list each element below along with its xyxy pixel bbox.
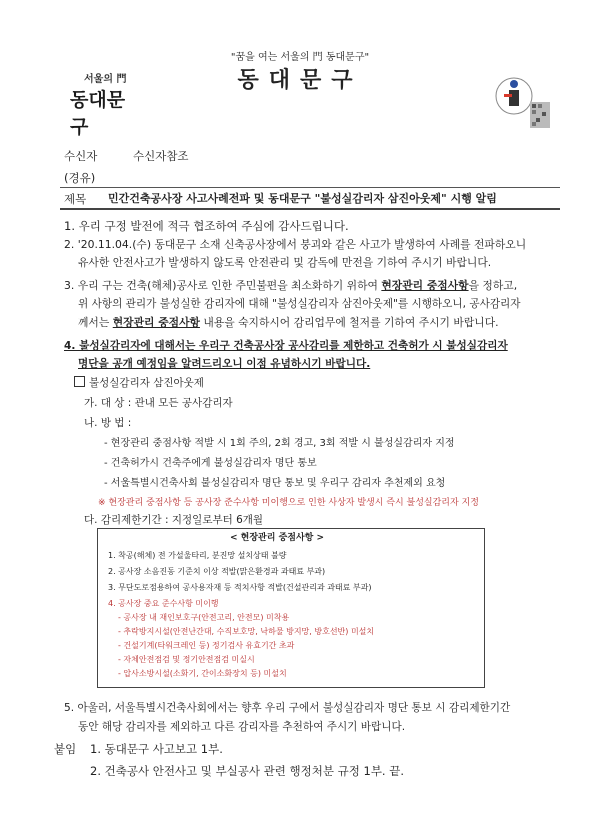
method-item-2: - 건축허가시 건축주에게 불성실감리자 명단 통보	[104, 458, 317, 469]
subject-label: 제목	[64, 192, 87, 206]
item-2-line-2: 유사한 안전사고가 발생하지 않도록 안전관리 및 감독에 만전을 기하여 주시기 바랍니다.	[78, 256, 492, 269]
item-5-line-1: 5. 아울러, 서울특별시건축사회에서는 향후 우리 구에서 불성실감리자 명단 통보 시 감리제한기간	[64, 702, 511, 714]
method-line: 나. 방 법 :	[84, 417, 132, 429]
organization-title: 동대문구	[237, 68, 363, 93]
sub-heading	[74, 376, 204, 391]
logo-large-text: 동대문구	[70, 89, 126, 138]
key-point-4: 4. 공사장 중요 준수사항 미이행	[108, 599, 219, 608]
attachment-label: 붙임	[54, 742, 77, 756]
item-3-line-2: 위 사항의 관리가 불성실한 감리자에 대해 "불성실감리자 삼진아웃제"를 시행하오니, 공사감리자	[78, 298, 521, 310]
sub-heading-text: 불성실감리자 삼진아웃제	[89, 377, 204, 389]
key-point-4e: - 압사소방시설(소화기, 간이소화장치 등) 미설치	[118, 669, 287, 678]
item-3-emphasis: 현장관리 중점사항	[381, 279, 469, 292]
item-3-emphasis: 현장관리 중점사항	[112, 316, 200, 329]
item-3-text-end: 을 정하고,	[468, 279, 518, 292]
key-point-4a: - 공사장 내 재인보호구(안전고리, 안전모) 미착용	[118, 613, 290, 622]
subject-top-rule	[60, 187, 560, 188]
subject-bottom-rule	[60, 208, 560, 210]
recipient-value: 수신자참조	[133, 149, 189, 163]
dongdaemun-logo	[70, 70, 140, 138]
method-item-1: - 현장관리 중점사항 적발 시 1회 주의, 2회 경고, 3회 적발 시 불성실감리자 지정	[104, 438, 455, 449]
warning-note: ※ 현장관리 중점사항 등 공사장 준수사항 미이행으로 인한 사상자 발생시 즉시 불성실감리자 지정	[98, 498, 479, 508]
item-4-line-1: 4. 불성실감리자에 대해서는 우리구 건축공사장 공사감리를 제한하고 건축허가 시 불성실감리자	[64, 340, 508, 352]
item-3-line-1	[64, 278, 517, 294]
key-points-title: < 현장관리 중점사항 >	[230, 533, 325, 543]
logo-small-text: 서울의 門	[84, 74, 127, 85]
attachment-2: 2. 건축공사 안전사고 및 부실공사 관련 행정처분 규정 1부. 끝.	[90, 764, 405, 778]
key-point-2: 2. 공사장 소음진동 기준치 이상 적발(맑은환경과 과태료 부과)	[108, 567, 326, 576]
item-3-text: 3. 우리 구는 건축(해체)공사로 인한 주민불편을 최소화하기 위하여	[64, 279, 382, 292]
key-point-1: 1. 착공(해체) 전 가설울타리, 분진망 설치상태 불량	[108, 551, 287, 560]
checkbox-icon	[74, 376, 85, 387]
slogan: "꿈을 여는 서울의 門 동대문구"	[230, 52, 370, 63]
restriction-period: 다. 감리제한기간 : 지정일로부터 6개월	[84, 514, 264, 526]
key-point-4d: - 자체안전점검 및 정기안전점검 미실시	[118, 655, 255, 664]
key-point-4c: - 건설기계(타워크레인 등) 정기검사 유효기간 초과	[118, 641, 295, 650]
item-3-line-3	[78, 315, 499, 331]
item-5-line-2: 동안 해당 감리자를 제외하고 다른 감리자를 추천하여 주시기 바랍니다.	[78, 721, 406, 733]
target-line: 가. 대 상 : 관내 모든 공사감리자	[84, 397, 233, 409]
subject-text: 민간건축공사장 사고사례전파 및 동대문구 "불성실감리자 삼진아웃제" 시행 알림	[108, 192, 497, 205]
key-point-3: 3. 무단도로점용하여 공사용자재 등 적치사항 적발(건설관리과 과태료 부과)	[108, 583, 372, 592]
item-3-text-end: 내용을 숙지하시어 감리업무에 철저를 기하여 주시기 바랍니다.	[199, 316, 499, 329]
method-item-3: - 서울특별시건축사회 불성실감리자 명단 통보 및 우리구 감리자 추천제외 요청	[104, 478, 446, 489]
item-4-line-2: 명단을 공개 예정임을 알려드리오니 이점 유념하시기 바랍니다.	[78, 358, 371, 370]
item-1: 1. 우리 구정 발전에 적극 협조하여 주심에 감사드립니다.	[64, 219, 349, 233]
key-point-4b: - 추락방지시설(안전난간대, 수직보호망, 낙하물 방지망, 방호선반) 미설치	[118, 627, 375, 636]
via-label: (경유)	[64, 171, 96, 185]
emblem-icon	[492, 72, 552, 132]
item-2-line-1: 2. '20.11.04.(수) 동대문구 소재 신축공사장에서 붕괴와 같은 사고가 발생하여 사례를 전파하오니	[64, 238, 527, 251]
attachment-1: 1. 동대문구 사고보고 1부.	[90, 742, 223, 756]
recipient-label: 수신자	[64, 149, 98, 163]
item-3-text: 께서는	[78, 316, 113, 329]
